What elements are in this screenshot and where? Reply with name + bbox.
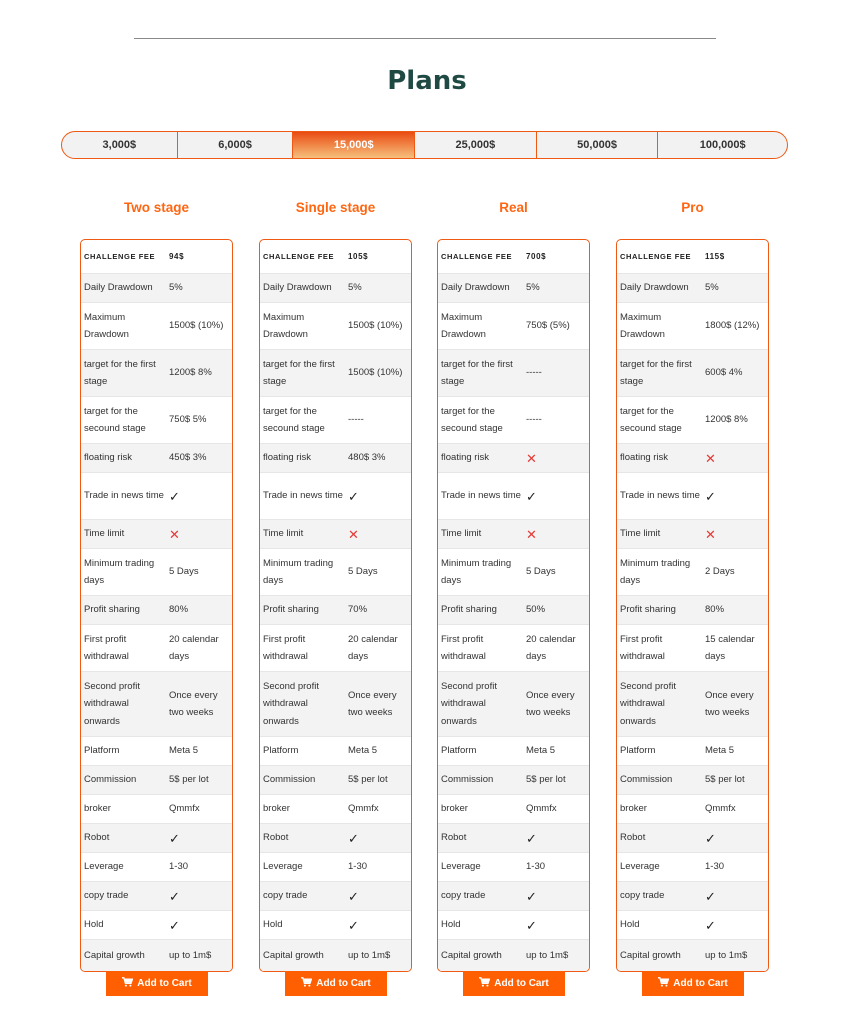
- row-label: Profit sharing: [620, 604, 676, 616]
- row-label: target for the secound stage: [263, 405, 325, 434]
- row-label: Trade in news time: [441, 490, 521, 502]
- row-label: CHALLENGE FEE: [441, 251, 513, 261]
- table-row: [260, 939, 411, 971]
- row-value: 1500$ (10%): [169, 320, 224, 332]
- challenge-fee-row: [260, 240, 411, 273]
- table-row: [617, 396, 768, 443]
- challenge-fee-value: 94$: [169, 251, 185, 261]
- row-label: Second profit withdrawal onwards: [263, 680, 319, 727]
- row-label: Capital growth: [84, 949, 145, 961]
- row-value: [346, 911, 411, 939]
- row-label: floating risk: [441, 452, 490, 464]
- row-label: Robot: [263, 832, 289, 844]
- row-value: 80%: [169, 604, 189, 616]
- row-value: 480$ 3%: [348, 452, 386, 464]
- table-row: [260, 302, 411, 349]
- row-value: 750$ (5%): [526, 320, 570, 332]
- page-title: Plans: [387, 66, 467, 96]
- row-label: Hold: [84, 919, 104, 931]
- table-row: [617, 302, 768, 349]
- row-label: Profit sharing: [263, 604, 319, 616]
- row-value: [167, 824, 232, 852]
- row-value: Qmmfx: [705, 803, 736, 815]
- table-row: [438, 519, 589, 548]
- row-value: 1-30: [705, 861, 725, 873]
- row-value: [524, 473, 589, 519]
- row-label: target for the first stage: [263, 358, 335, 387]
- row-value: Once every two weeks: [705, 689, 754, 718]
- cart-icon: [122, 977, 133, 990]
- table-row: [438, 548, 589, 595]
- table-row: [438, 595, 589, 624]
- challenge-fee-row: [438, 240, 589, 273]
- row-label: Trade in news time: [263, 490, 343, 502]
- add-to-cart-label: Add to Cart: [673, 978, 728, 989]
- row-value: 5%: [169, 282, 183, 294]
- row-value: Qmmfx: [348, 803, 379, 815]
- add-to-cart-label: Add to Cart: [494, 978, 549, 989]
- account-size-tabs: [61, 131, 788, 159]
- plan-column: [80, 200, 233, 972]
- row-label: target for the first stage: [84, 358, 156, 387]
- row-value: Qmmfx: [169, 803, 200, 815]
- row-value: [167, 520, 232, 548]
- row-label: floating risk: [620, 452, 669, 464]
- tab-account-size[interactable]: 50,000$: [537, 132, 659, 158]
- table-row: [438, 823, 589, 852]
- table-row: [438, 881, 589, 910]
- row-label: Maximum Drawdown: [263, 311, 308, 340]
- row-value: 1200$ 8%: [705, 414, 748, 426]
- table-row: [81, 794, 232, 823]
- table-row: [260, 624, 411, 671]
- row-label: Leverage: [84, 861, 124, 873]
- row-label: copy trade: [620, 890, 665, 902]
- row-value: 1500$ (10%): [348, 320, 403, 332]
- cart-icon: [479, 977, 490, 990]
- table-row: [438, 349, 589, 396]
- check-icon: ✓: [169, 488, 180, 504]
- table-row: [617, 910, 768, 939]
- table-row: [260, 396, 411, 443]
- row-value: Once every two weeks: [526, 689, 575, 718]
- table-row: [617, 472, 768, 519]
- challenge-fee-row: [81, 240, 232, 273]
- plan-title: Single stage: [295, 200, 376, 215]
- row-value: [524, 824, 589, 852]
- table-row: [81, 852, 232, 881]
- cross-icon: ✕: [705, 450, 716, 466]
- challenge-fee-value: 115$: [705, 251, 725, 261]
- row-label: Trade in news time: [84, 490, 164, 502]
- table-row: [81, 396, 232, 443]
- row-label: Maximum Drawdown: [84, 311, 129, 340]
- plan-table: [616, 239, 769, 972]
- table-row: [617, 671, 768, 736]
- row-label: Time limit: [620, 528, 661, 540]
- row-label: First profit withdrawal: [263, 633, 308, 662]
- row-label: First profit withdrawal: [84, 633, 129, 662]
- row-label: Platform: [441, 745, 477, 757]
- row-value: 5%: [705, 282, 719, 294]
- add-to-cart-button[interactable]: [285, 971, 387, 996]
- table-row: [438, 852, 589, 881]
- table-row: [81, 519, 232, 548]
- add-to-cart-label: Add to Cart: [316, 978, 371, 989]
- row-value: [346, 824, 411, 852]
- table-row: [438, 736, 589, 765]
- row-label: copy trade: [263, 890, 308, 902]
- row-value: 20 calendar days: [348, 633, 398, 662]
- check-icon: ✓: [348, 488, 359, 504]
- table-row: [81, 548, 232, 595]
- row-value: 5$ per lot: [526, 774, 566, 786]
- check-icon: ✓: [705, 488, 716, 504]
- row-label: Second profit withdrawal onwards: [441, 680, 497, 727]
- table-row: [260, 736, 411, 765]
- row-value: [346, 520, 411, 548]
- row-label: Second profit withdrawal onwards: [620, 680, 676, 727]
- row-value: [703, 520, 768, 548]
- table-row: [438, 273, 589, 302]
- row-label: Hold: [263, 919, 283, 931]
- row-label: Commission: [84, 774, 137, 786]
- table-row: [260, 852, 411, 881]
- tab-account-size[interactable]: 3,000$: [62, 132, 178, 158]
- row-label: Profit sharing: [84, 604, 140, 616]
- challenge-fee-row: [617, 240, 768, 273]
- table-row: [617, 939, 768, 971]
- row-value: -----: [526, 414, 542, 426]
- row-label: Daily Drawdown: [620, 282, 689, 294]
- table-row: [617, 736, 768, 765]
- table-row: [617, 823, 768, 852]
- check-icon: ✓: [526, 488, 537, 504]
- row-label: Time limit: [84, 528, 125, 540]
- row-value: Once every two weeks: [348, 689, 397, 718]
- row-value: [524, 444, 589, 472]
- row-value: 70%: [348, 604, 368, 616]
- tab-account-size[interactable]: 25,000$: [415, 132, 537, 158]
- row-label: CHALLENGE FEE: [263, 251, 335, 261]
- row-value: [167, 882, 232, 910]
- row-label: broker: [84, 803, 111, 815]
- table-row: [260, 671, 411, 736]
- row-value: [346, 882, 411, 910]
- cross-icon: ✕: [705, 526, 716, 542]
- table-row: [81, 671, 232, 736]
- row-value: 15 calendar days: [705, 633, 755, 662]
- cart-icon: [301, 977, 312, 990]
- check-icon: ✓: [526, 888, 537, 904]
- row-value: 600$ 4%: [705, 367, 743, 379]
- check-icon: ✓: [705, 888, 716, 904]
- row-value: 750$ 5%: [169, 414, 207, 426]
- plan-title: Two stage: [123, 200, 189, 215]
- add-to-cart-label: Add to Cart: [137, 978, 192, 989]
- row-label: Capital growth: [620, 949, 681, 961]
- check-icon: ✓: [169, 830, 180, 846]
- row-value: Meta 5: [348, 745, 378, 757]
- row-value: Meta 5: [705, 745, 735, 757]
- challenge-fee-value: 105$: [348, 251, 369, 261]
- row-value: [524, 911, 589, 939]
- table-row: [617, 852, 768, 881]
- row-value: 1-30: [169, 861, 189, 873]
- table-row: [260, 794, 411, 823]
- table-row: [617, 548, 768, 595]
- row-value: 5 Days: [526, 566, 556, 578]
- row-label: Minimum trading days: [263, 557, 334, 586]
- row-value: [703, 824, 768, 852]
- row-value: Meta 5: [169, 745, 199, 757]
- row-label: Minimum trading days: [84, 557, 155, 586]
- check-icon: ✓: [526, 917, 537, 933]
- table-row: [81, 624, 232, 671]
- table-row: [260, 519, 411, 548]
- table-row: [617, 595, 768, 624]
- table-row: [81, 736, 232, 765]
- row-value: [703, 882, 768, 910]
- table-row: [617, 765, 768, 794]
- row-value: 1-30: [348, 861, 368, 873]
- row-label: broker: [263, 803, 290, 815]
- table-row: [260, 881, 411, 910]
- row-label: First profit withdrawal: [441, 633, 486, 662]
- row-value: 1-30: [526, 861, 546, 873]
- plan-table: [259, 239, 412, 972]
- row-value: 5$ per lot: [348, 774, 388, 786]
- row-label: Leverage: [620, 861, 660, 873]
- table-row: [260, 472, 411, 519]
- row-label: target for the secound stage: [620, 405, 682, 434]
- row-label: CHALLENGE FEE: [84, 251, 156, 261]
- row-value: [703, 444, 768, 472]
- plan-column: [616, 200, 769, 972]
- table-row: [81, 273, 232, 302]
- cross-icon: ✕: [348, 526, 359, 542]
- table-row: [260, 595, 411, 624]
- plan-table: [437, 239, 590, 972]
- table-row: [81, 443, 232, 472]
- check-icon: ✓: [526, 830, 537, 846]
- row-value: up to 1m$: [526, 949, 569, 961]
- row-label: Second profit withdrawal onwards: [84, 680, 140, 727]
- row-label: Platform: [263, 745, 299, 757]
- row-label: Capital growth: [441, 949, 502, 961]
- table-row: [617, 624, 768, 671]
- challenge-fee-value: 700$: [526, 251, 547, 261]
- check-icon: ✓: [348, 830, 359, 846]
- row-value: 50%: [526, 604, 546, 616]
- row-label: target for the secound stage: [441, 405, 503, 434]
- row-label: Platform: [620, 745, 656, 757]
- row-label: Minimum trading days: [620, 557, 691, 586]
- row-label: Platform: [84, 745, 120, 757]
- row-label: Maximum Drawdown: [620, 311, 665, 340]
- table-row: [438, 939, 589, 971]
- row-value: Once every two weeks: [169, 689, 218, 718]
- row-value: [524, 882, 589, 910]
- table-row: [438, 671, 589, 736]
- row-label: Capital growth: [263, 949, 324, 961]
- table-row: [438, 396, 589, 443]
- table-row: [81, 765, 232, 794]
- row-label: Daily Drawdown: [263, 282, 332, 294]
- table-row: [438, 302, 589, 349]
- check-icon: ✓: [348, 917, 359, 933]
- plan-table: [80, 239, 233, 972]
- row-value: 1800$ (12%): [705, 320, 760, 332]
- table-row: [81, 939, 232, 971]
- row-value: -----: [348, 414, 364, 426]
- table-row: [617, 349, 768, 396]
- table-row: [260, 349, 411, 396]
- row-value: 20 calendar days: [169, 633, 219, 662]
- row-value: Qmmfx: [526, 803, 557, 815]
- row-label: Profit sharing: [441, 604, 497, 616]
- row-value: [703, 911, 768, 939]
- row-label: Commission: [263, 774, 316, 786]
- row-label: Minimum trading days: [441, 557, 512, 586]
- row-value: 5%: [526, 282, 540, 294]
- row-value: up to 1m$: [169, 949, 212, 961]
- add-to-cart-button[interactable]: [642, 971, 744, 996]
- row-label: Daily Drawdown: [84, 282, 153, 294]
- table-row: [260, 443, 411, 472]
- row-label: target for the first stage: [441, 358, 513, 387]
- row-label: Robot: [620, 832, 646, 844]
- plan-column: [259, 200, 412, 972]
- table-row: [81, 595, 232, 624]
- row-label: Time limit: [441, 528, 482, 540]
- table-row: [617, 881, 768, 910]
- row-label: Commission: [441, 774, 494, 786]
- plan-column: [437, 200, 590, 972]
- table-row: [81, 349, 232, 396]
- table-row: [617, 519, 768, 548]
- row-label: copy trade: [441, 890, 486, 902]
- table-row: [260, 548, 411, 595]
- row-label: Hold: [441, 919, 461, 931]
- check-icon: ✓: [348, 888, 359, 904]
- table-row: [81, 910, 232, 939]
- row-label: broker: [620, 803, 647, 815]
- table-row: [438, 794, 589, 823]
- table-row: [81, 823, 232, 852]
- cross-icon: ✕: [169, 526, 180, 542]
- row-value: up to 1m$: [705, 949, 748, 961]
- row-label: copy trade: [84, 890, 129, 902]
- table-row: [438, 910, 589, 939]
- row-label: Maximum Drawdown: [441, 311, 486, 340]
- check-icon: ✓: [169, 888, 180, 904]
- row-value: 450$ 3%: [169, 452, 207, 464]
- row-value: 20 calendar days: [526, 633, 576, 662]
- row-value: [703, 473, 768, 519]
- tab-account-size[interactable]: 6,000$: [178, 132, 294, 158]
- table-row: [260, 823, 411, 852]
- tab-account-size[interactable]: 100,000$: [699, 139, 746, 151]
- table-row: [260, 910, 411, 939]
- row-value: 5 Days: [169, 566, 199, 578]
- table-row: [617, 794, 768, 823]
- tab-account-size[interactable]: 15,000$: [293, 132, 415, 158]
- row-label: Trade in news time: [620, 490, 700, 502]
- row-label: floating risk: [84, 452, 133, 464]
- table-row: [617, 273, 768, 302]
- plan-title: Real: [499, 200, 528, 215]
- check-icon: ✓: [705, 830, 716, 846]
- row-value: [524, 520, 589, 548]
- row-value: 5$ per lot: [705, 774, 745, 786]
- table-row: [438, 472, 589, 519]
- add-to-cart-button[interactable]: [106, 971, 208, 996]
- row-value: 5 Days: [348, 566, 378, 578]
- row-label: target for the secound stage: [84, 405, 146, 434]
- table-row: [81, 472, 232, 519]
- table-row: [438, 443, 589, 472]
- plan-title: Pro: [681, 200, 704, 215]
- row-label: Daily Drawdown: [441, 282, 510, 294]
- cross-icon: ✕: [526, 450, 537, 466]
- row-value: up to 1m$: [348, 949, 391, 961]
- table-row: [260, 765, 411, 794]
- row-label: Commission: [620, 774, 673, 786]
- row-label: First profit withdrawal: [620, 633, 665, 662]
- row-label: Leverage: [441, 861, 481, 873]
- row-label: CHALLENGE FEE: [620, 251, 692, 261]
- row-value: 5$ per lot: [169, 774, 209, 786]
- table-row: [260, 273, 411, 302]
- row-label: Time limit: [263, 528, 304, 540]
- row-label: broker: [441, 803, 468, 815]
- table-row: [81, 302, 232, 349]
- table-row: [81, 881, 232, 910]
- table-row: [438, 624, 589, 671]
- row-label: target for the first stage: [620, 358, 692, 387]
- row-value: 80%: [705, 604, 725, 616]
- add-to-cart-button[interactable]: [463, 971, 565, 996]
- check-icon: ✓: [705, 917, 716, 933]
- check-icon: ✓: [169, 917, 180, 933]
- row-value: [167, 473, 232, 519]
- row-label: Leverage: [263, 861, 303, 873]
- row-value: -----: [526, 367, 542, 379]
- row-value: [346, 473, 411, 519]
- row-label: Hold: [620, 919, 640, 931]
- row-value: 1200$ 8%: [169, 367, 212, 379]
- table-row: [617, 443, 768, 472]
- cross-icon: ✕: [526, 526, 537, 542]
- table-row: [438, 765, 589, 794]
- top-divider: [134, 38, 716, 39]
- row-value: 2 Days: [705, 566, 735, 578]
- row-label: Robot: [441, 832, 467, 844]
- row-value: [167, 911, 232, 939]
- row-value: 1500$ (10%): [348, 367, 403, 379]
- row-value: 5%: [348, 282, 362, 294]
- row-label: Robot: [84, 832, 110, 844]
- row-value: Meta 5: [526, 745, 556, 757]
- cart-icon: [658, 977, 669, 990]
- row-label: floating risk: [263, 452, 312, 464]
